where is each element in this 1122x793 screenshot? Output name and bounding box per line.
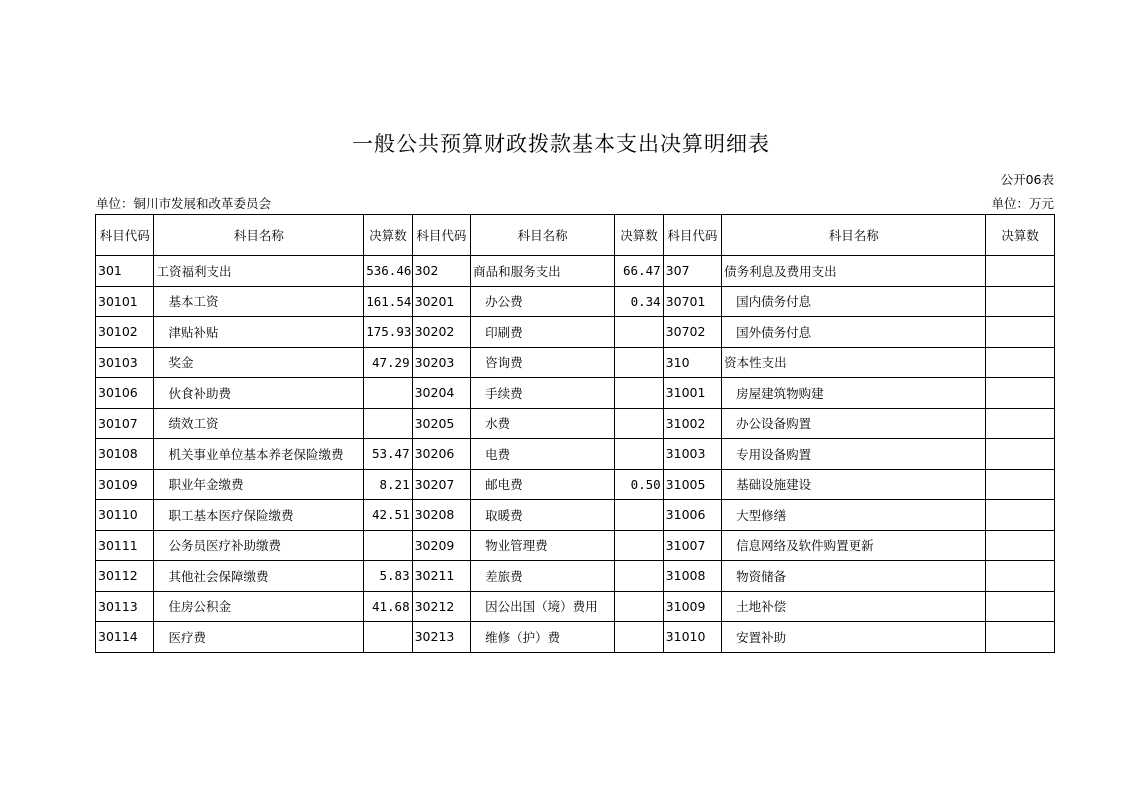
amount-cell bbox=[615, 439, 663, 470]
subject-name-cell: 土地补偿 bbox=[722, 591, 986, 622]
amount-cell: 0.34 bbox=[615, 286, 663, 317]
unit-organization: 单位：铜川市发展和改革委员会 bbox=[96, 196, 272, 211]
table-row bbox=[96, 286, 1055, 317]
subject-code-cell: 30107 bbox=[96, 408, 154, 439]
table-row bbox=[96, 317, 1055, 348]
unit-currency: 单位：万元 bbox=[991, 196, 1054, 211]
table-row bbox=[96, 561, 1055, 592]
subject-name-cell: 工资福利支出 bbox=[154, 256, 364, 287]
subject-code-cell: 30103 bbox=[96, 347, 154, 378]
budget-table bbox=[95, 214, 1055, 653]
subject-code-cell: 30702 bbox=[663, 317, 721, 348]
amount-cell bbox=[986, 530, 1055, 561]
subject-code-cell: 30211 bbox=[412, 561, 470, 592]
subject-code-cell: 30204 bbox=[412, 378, 470, 409]
subject-code-cell: 30201 bbox=[412, 286, 470, 317]
table-row bbox=[96, 378, 1055, 409]
subject-code-cell: 310 bbox=[663, 347, 721, 378]
subject-code-cell: 30106 bbox=[96, 378, 154, 409]
amount-cell: 161.54 bbox=[364, 286, 412, 317]
table-row bbox=[96, 469, 1055, 500]
subject-code-cell: 31006 bbox=[663, 500, 721, 531]
subject-name-cell: 水费 bbox=[471, 408, 615, 439]
amount-cell bbox=[615, 347, 663, 378]
header-code-2: 科目代码 bbox=[412, 215, 470, 256]
subject-name-cell: 办公设备购置 bbox=[722, 408, 986, 439]
subject-code-cell: 30102 bbox=[96, 317, 154, 348]
header-name-3: 科目名称 bbox=[722, 215, 986, 256]
subject-code-cell: 30110 bbox=[96, 500, 154, 531]
subject-name-cell: 安置补助 bbox=[722, 622, 986, 653]
amount-cell bbox=[615, 378, 663, 409]
subject-code-cell: 30203 bbox=[412, 347, 470, 378]
subject-code-cell: 30208 bbox=[412, 500, 470, 531]
amount-cell bbox=[986, 286, 1055, 317]
subject-code-cell: 30113 bbox=[96, 591, 154, 622]
subject-name-cell: 物业管理费 bbox=[471, 530, 615, 561]
subject-name-cell: 公务员医疗补助缴费 bbox=[154, 530, 364, 561]
subject-name-cell: 手续费 bbox=[471, 378, 615, 409]
subject-name-cell: 奖金 bbox=[154, 347, 364, 378]
subject-code-cell: 31008 bbox=[663, 561, 721, 592]
subject-code-cell: 31005 bbox=[663, 469, 721, 500]
subject-code-cell: 30212 bbox=[412, 591, 470, 622]
amount-cell bbox=[615, 622, 663, 653]
amount-cell bbox=[615, 317, 663, 348]
amount-cell: 536.46 bbox=[364, 256, 412, 287]
subject-name-cell: 取暖费 bbox=[471, 500, 615, 531]
table-body bbox=[96, 256, 1055, 653]
subject-name-cell: 物资储备 bbox=[722, 561, 986, 592]
amount-cell bbox=[364, 530, 412, 561]
amount-cell bbox=[986, 378, 1055, 409]
subject-code-cell: 301 bbox=[96, 256, 154, 287]
subject-name-cell: 基本工资 bbox=[154, 286, 364, 317]
amount-cell bbox=[364, 378, 412, 409]
table-row bbox=[96, 530, 1055, 561]
header-amount-2: 决算数 bbox=[615, 215, 663, 256]
subject-name-cell: 国内债务付息 bbox=[722, 286, 986, 317]
amount-cell bbox=[986, 317, 1055, 348]
subject-name-cell: 绩效工资 bbox=[154, 408, 364, 439]
subject-name-cell: 差旅费 bbox=[471, 561, 615, 592]
subject-code-cell: 31003 bbox=[663, 439, 721, 470]
subject-code-cell: 30213 bbox=[412, 622, 470, 653]
amount-cell bbox=[986, 622, 1055, 653]
amount-cell bbox=[986, 500, 1055, 531]
amount-cell bbox=[986, 469, 1055, 500]
amount-cell: 8.21 bbox=[364, 469, 412, 500]
subject-name-cell: 伙食补助费 bbox=[154, 378, 364, 409]
amount-cell: 66.47 bbox=[615, 256, 663, 287]
subject-name-cell: 商品和服务支出 bbox=[471, 256, 615, 287]
subject-name-cell: 住房公积金 bbox=[154, 591, 364, 622]
subject-code-cell: 31010 bbox=[663, 622, 721, 653]
subject-name-cell: 基础设施建设 bbox=[722, 469, 986, 500]
subject-code-cell: 30202 bbox=[412, 317, 470, 348]
subject-name-cell: 债务利息及费用支出 bbox=[722, 256, 986, 287]
subject-name-cell: 津贴补贴 bbox=[154, 317, 364, 348]
subject-code-cell: 30701 bbox=[663, 286, 721, 317]
header-code-3: 科目代码 bbox=[663, 215, 721, 256]
subject-name-cell: 机关事业单位基本养老保险缴费 bbox=[154, 439, 364, 470]
subject-name-cell: 职工基本医疗保险缴费 bbox=[154, 500, 364, 531]
subject-name-cell: 房屋建筑物购建 bbox=[722, 378, 986, 409]
subject-code-cell: 31001 bbox=[663, 378, 721, 409]
subject-name-cell: 信息网络及软件购置更新 bbox=[722, 530, 986, 561]
amount-cell bbox=[615, 530, 663, 561]
table-row bbox=[96, 439, 1055, 470]
header-code-1: 科目代码 bbox=[96, 215, 154, 256]
table-row bbox=[96, 408, 1055, 439]
subject-code-cell: 30108 bbox=[96, 439, 154, 470]
subject-name-cell: 因公出国（境）费用 bbox=[471, 591, 615, 622]
header-amount-3: 决算数 bbox=[986, 215, 1055, 256]
subject-code-cell: 31009 bbox=[663, 591, 721, 622]
amount-cell bbox=[615, 591, 663, 622]
subject-name-cell: 邮电费 bbox=[471, 469, 615, 500]
subject-code-cell: 30114 bbox=[96, 622, 154, 653]
amount-cell: 175.93 bbox=[364, 317, 412, 348]
subject-name-cell: 电费 bbox=[471, 439, 615, 470]
subject-name-cell: 职业年金缴费 bbox=[154, 469, 364, 500]
subject-name-cell: 其他社会保障缴费 bbox=[154, 561, 364, 592]
amount-cell: 47.29 bbox=[364, 347, 412, 378]
subject-code-cell: 302 bbox=[412, 256, 470, 287]
subject-code-cell: 30111 bbox=[96, 530, 154, 561]
amount-cell bbox=[364, 622, 412, 653]
amount-cell: 5.83 bbox=[364, 561, 412, 592]
amount-cell: 0.50 bbox=[615, 469, 663, 500]
subject-code-cell: 30209 bbox=[412, 530, 470, 561]
subject-code-cell: 307 bbox=[663, 256, 721, 287]
subject-code-cell: 31002 bbox=[663, 408, 721, 439]
amount-cell bbox=[364, 408, 412, 439]
subject-name-cell: 医疗费 bbox=[154, 622, 364, 653]
subject-name-cell: 大型修缮 bbox=[722, 500, 986, 531]
amount-cell: 41.68 bbox=[364, 591, 412, 622]
subject-name-cell: 办公费 bbox=[471, 286, 615, 317]
amount-cell bbox=[986, 439, 1055, 470]
header-name-1: 科目名称 bbox=[154, 215, 364, 256]
amount-cell: 42.51 bbox=[364, 500, 412, 531]
amount-cell bbox=[615, 561, 663, 592]
subject-code-cell: 30109 bbox=[96, 469, 154, 500]
table-row bbox=[96, 347, 1055, 378]
amount-cell bbox=[615, 408, 663, 439]
amount-cell bbox=[986, 591, 1055, 622]
subject-code-cell: 30112 bbox=[96, 561, 154, 592]
amount-cell bbox=[615, 500, 663, 531]
subject-name-cell: 维修（护）费 bbox=[471, 622, 615, 653]
table-row bbox=[96, 591, 1055, 622]
subject-code-cell: 30101 bbox=[96, 286, 154, 317]
amount-cell bbox=[986, 408, 1055, 439]
form-number: 公开06表 bbox=[1000, 172, 1054, 187]
subject-name-cell: 专用设备购置 bbox=[722, 439, 986, 470]
table-header-row bbox=[96, 215, 1055, 256]
table-row bbox=[96, 256, 1055, 287]
amount-cell bbox=[986, 347, 1055, 378]
table-row bbox=[96, 622, 1055, 653]
subject-name-cell: 资本性支出 bbox=[722, 347, 986, 378]
subject-code-cell: 31007 bbox=[663, 530, 721, 561]
subject-code-cell: 30206 bbox=[412, 439, 470, 470]
subject-code-cell: 30205 bbox=[412, 408, 470, 439]
subject-name-cell: 咨询费 bbox=[471, 347, 615, 378]
subject-name-cell: 国外债务付息 bbox=[722, 317, 986, 348]
header-amount-1: 决算数 bbox=[364, 215, 412, 256]
amount-cell bbox=[986, 561, 1055, 592]
subject-name-cell: 印刷费 bbox=[471, 317, 615, 348]
page-title: 一般公共预算财政拨款基本支出决算明细表 bbox=[352, 132, 770, 156]
amount-cell bbox=[986, 256, 1055, 287]
amount-cell: 53.47 bbox=[364, 439, 412, 470]
subject-code-cell: 30207 bbox=[412, 469, 470, 500]
table-row bbox=[96, 500, 1055, 531]
header-name-2: 科目名称 bbox=[471, 215, 615, 256]
